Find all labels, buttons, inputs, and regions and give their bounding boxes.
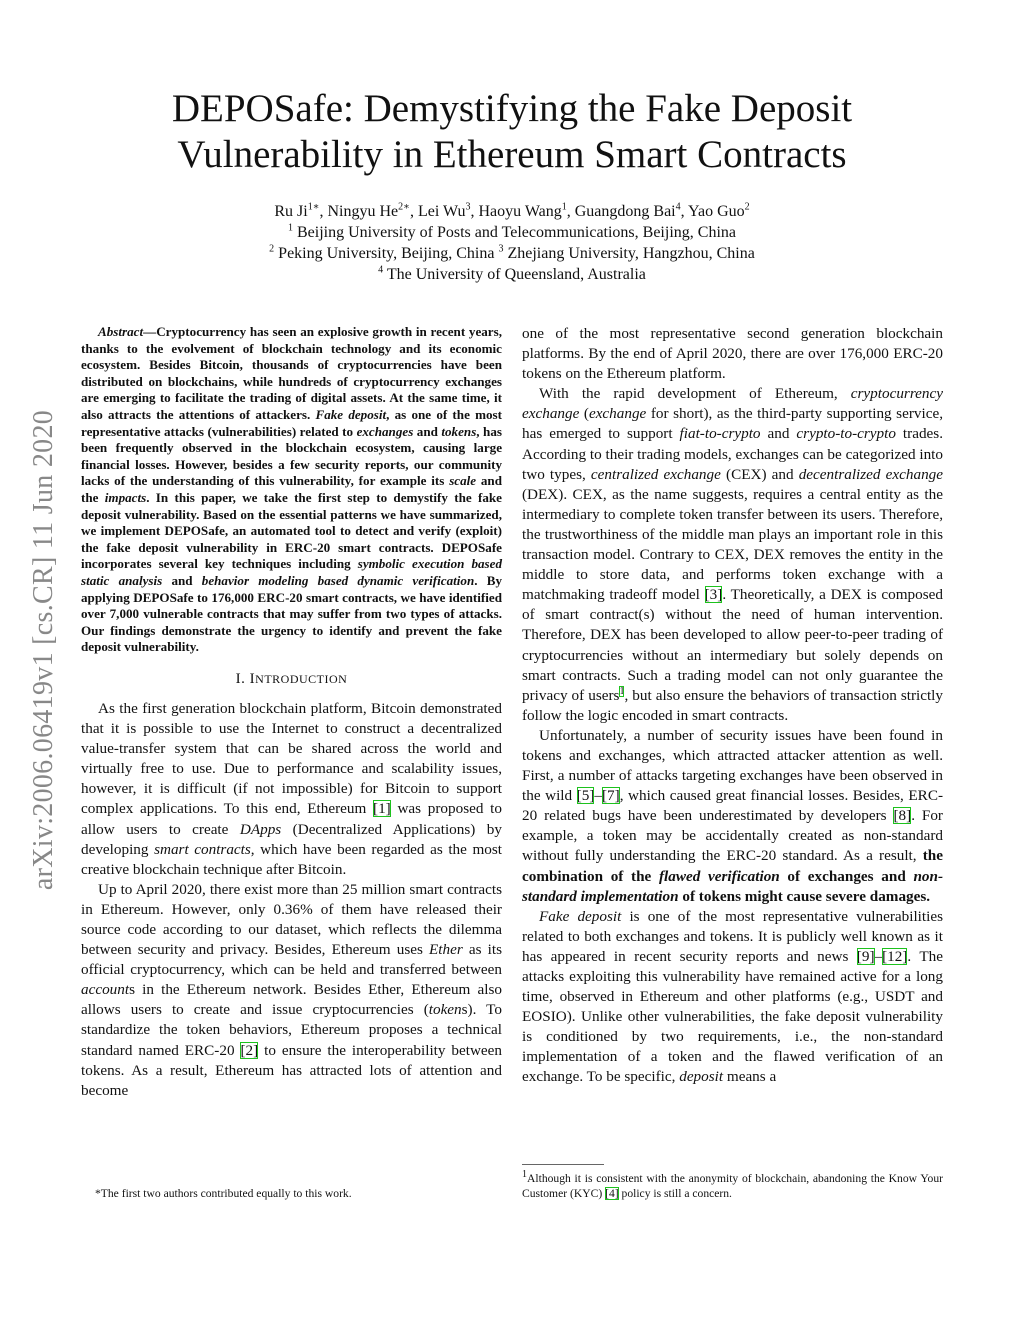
author-name: Ningyu He xyxy=(327,203,399,220)
author-sup: 4 xyxy=(675,201,681,213)
footnote-divider xyxy=(522,1164,604,1165)
citation-link[interactable]: [12] xyxy=(882,947,908,965)
affiliation-1: $^1$ Beijing University of Posts and Telecommunications, Beijing, China xyxy=(288,222,736,241)
intro-paragraph-5: Fake deposit is one of the most representative vulnerabilities related to both exchanges and tokens. It is publicly well known as it has appeared in recent security reports and news [9]–[12]. The attacks exploiting this vulnerability have remained active for a long time, observed in Ethereum and other platforms (e.g., USDT and EOSIO). Unlike other vulnerabilities, the fake deposit vulnerability is conditioned by two requirements, i.e., the non-standard implementation of a token and the flawed verification of an exchange. To be specific, deposit means a xyxy=(522,907,943,1086)
paper-title xyxy=(100,86,924,178)
abstract: Abstract—Cryptocurrency has seen an explosive growth in recent years, thanks to the evolvement of blockchain technology and its economic ecosystem. Besides Bitcoin, thousands of cryptocurrencies have been distributed on blockchains, while hundreds of cryptocurrency exchanges are emerging to facilitate the trading of digital assets. At the same time, it also attracts the attentions of attackers. Fake deposit, as one of the most representative attacks (vulnerabilities) related to exchanges and tokens, has been frequently observed in the blockchain ecosystem, causing large financial losses. However, besides a few security reports, our community lacks of the understanding of this vulnerability, for example its scale and the impacts. In this paper, we take the first step to demystify the fake deposit vulnerability. Based on the essential patterns we have summarized, we implement DEPOSafe, an automated tool to detect and verify (exploit) the fake deposit vulnerability in ERC-20 smart contracts. DEPOSafe incorporates several key techniques including symbolic execution based static analysis and behavior modeling based dynamic verification. By applying DEPOSafe to 176,000 ERC-20 smart contracts, we have identified over 7,000 vulnerable contracts that may suffer from two types of attacks. Our findings demonstrate the urgency to identify and prevent the fake deposit vulnerability. xyxy=(81,324,503,655)
paper-title-line-2: Vulnerability in Ethereum Smart Contracts xyxy=(177,133,847,176)
footnote-link[interactable]: 1 xyxy=(619,685,625,697)
intro-paragraph-4: Unfortunately, a number of security issues have been found in tokens and exchanges, which attracted attacker attention as well. First, a number of attacks targeting exchanges have been observed in the wild [5]–[7], which caused great financial losses. Besides, ERC-20 related bugs have been underestimated by developers [8]. For example, a token may be accidentally created as non-standard without fully understanding the ERC-20 standard. As a result, the combination of the flawed verification of exchanges and non-standard implementation of tokens might cause severe damages. xyxy=(522,726,944,905)
intro-paragraph-2-continued: one of the most representative second generation blockchain platforms. By the end of April 2020, there are over 176,000 ERC-20 tokens on the Ethereum platform. xyxy=(522,325,943,383)
paper-title-line-1: DEPOSafe: Demystifying the Fake Deposit xyxy=(171,87,853,130)
author-sup: 1 xyxy=(561,201,567,213)
citation-link[interactable]: [7] xyxy=(601,787,620,805)
author-name: Haoyu Wang xyxy=(478,203,562,220)
footnote-1: $^1$Although it is consistent with the anonymity of blockchain, abandoning the Know Your Customer (KYC) [4] policy is still a concern. xyxy=(522,1169,943,1200)
author-list: Ru $Ji^{1∗}$, Ningyu $He^{2∗}$, Lei Wu$^3$, Haoyu Wang$^1$, Guangdong Bai$^4$, Yao Guo$^2$ xyxy=(274,201,750,220)
author-sup: 3 xyxy=(465,201,471,213)
citation-link[interactable]: [5] xyxy=(576,787,595,805)
author-sup: 2∗ xyxy=(398,201,410,213)
citation-link[interactable]: [4] xyxy=(605,1187,619,1200)
author-name: Ru Ji xyxy=(274,203,308,220)
intro-paragraph-3: With the rapid development of Ethereum, cryptocurrency exchange (exchange for short), as the third-party supporting service, has emerged to support fiat-to-crypto and crypto-to-crypto trades. According to their trading models, exchanges can be categorized into two types, centralized exchange (CEX) and decentralized exchange (DEX). CEX, as the name suggests, requires a central entity as the intermediary to complete token transfer between its users. Therefore, the trustworthiness of the middle man plays an important role in this transaction model. Contrary to CEX, DEX removes the entity in the middle to store data, and performs token exchange with a matchmaking tradeoff model [3]. Theoretically, a DEX is composed of smart contract(s) without the need of human intervention. Therefore, DEX has been developed to allow peer-to-peer trading of cryptocurrencies without an intermediary but solely depends on smart contracts. Such a trading model can not only guarantee the privacy of users$^1$, but also ensure the behaviors of transaction strictly follow the logic encoded in smart contracts. xyxy=(522,385,943,724)
intro-paragraph-2: Up to April 2020, there exist more than 25 million smart contracts in Ethereum. However, only 0.36% of them have released their source code according to our dataset, which reflects the dilemma between security and privacy. Besides, Ethereum uses Ether as its official cryptocurrency, which can be held and transferred between accounts in the Ethereum network. Besides Ether, Ethereum also allows users to create and issue cryptocurrencies (tokens). To standardize the token behaviors, Ethereum proposes a technical standard named ERC-20 [2] to ensure the interoperability between tokens. As a result, Ethereum has attracted lots of attention and become xyxy=(81,880,502,1099)
arxiv-identifier xyxy=(24,360,64,940)
author-sup: 1∗ xyxy=(307,201,320,213)
affiliation-4: $^4$ The University of Queensland, Australia xyxy=(378,264,646,283)
affiliation-2-3: $^2$ Peking University, Beijing, China $^3$ Zhejiang University, Hangzhou, China xyxy=(269,243,755,262)
arxiv-identifier-text: arXiv:2006.06419v1 [cs.CR] 11 Jun 2020 xyxy=(28,409,59,891)
citation-link[interactable]: [3] xyxy=(704,586,723,604)
citation-link[interactable]: [8] xyxy=(893,807,912,825)
citation-link[interactable]: [2] xyxy=(240,1041,259,1059)
intro-paragraph-1: As the first generation blockchain platform, Bitcoin demonstrated that it is possible to use the Internet to construct a decentralized value-transfer system that can be shared across the world and virtually free to use. Due to performance and scalability issues, however, it is difficult (if not impossible) for Bitcoin to support complex applications. To this end, Ethereum [1] was proposed to allow users to create DApps (Decentralized Applications) by developing smart contracts, which have been regarded as the most creative blockchain technique after Bitcoin. xyxy=(81,699,503,878)
citation-link[interactable]: [9] xyxy=(856,947,875,965)
left-column xyxy=(81,324,502,1101)
right-column xyxy=(522,324,943,1088)
author-name: Lei Wu xyxy=(417,203,466,220)
author-name: Yao Guo xyxy=(688,203,745,220)
author-sup: 2 xyxy=(744,201,750,213)
author-name: Guangdong Bai xyxy=(574,203,676,220)
section-heading-introduction: I. INTRODUCTION xyxy=(235,670,348,687)
citation-link[interactable]: [1] xyxy=(373,800,391,818)
equal-contribution-note: *The first two authors contributed equally to this work. xyxy=(95,1187,352,1200)
author-block xyxy=(100,201,924,285)
